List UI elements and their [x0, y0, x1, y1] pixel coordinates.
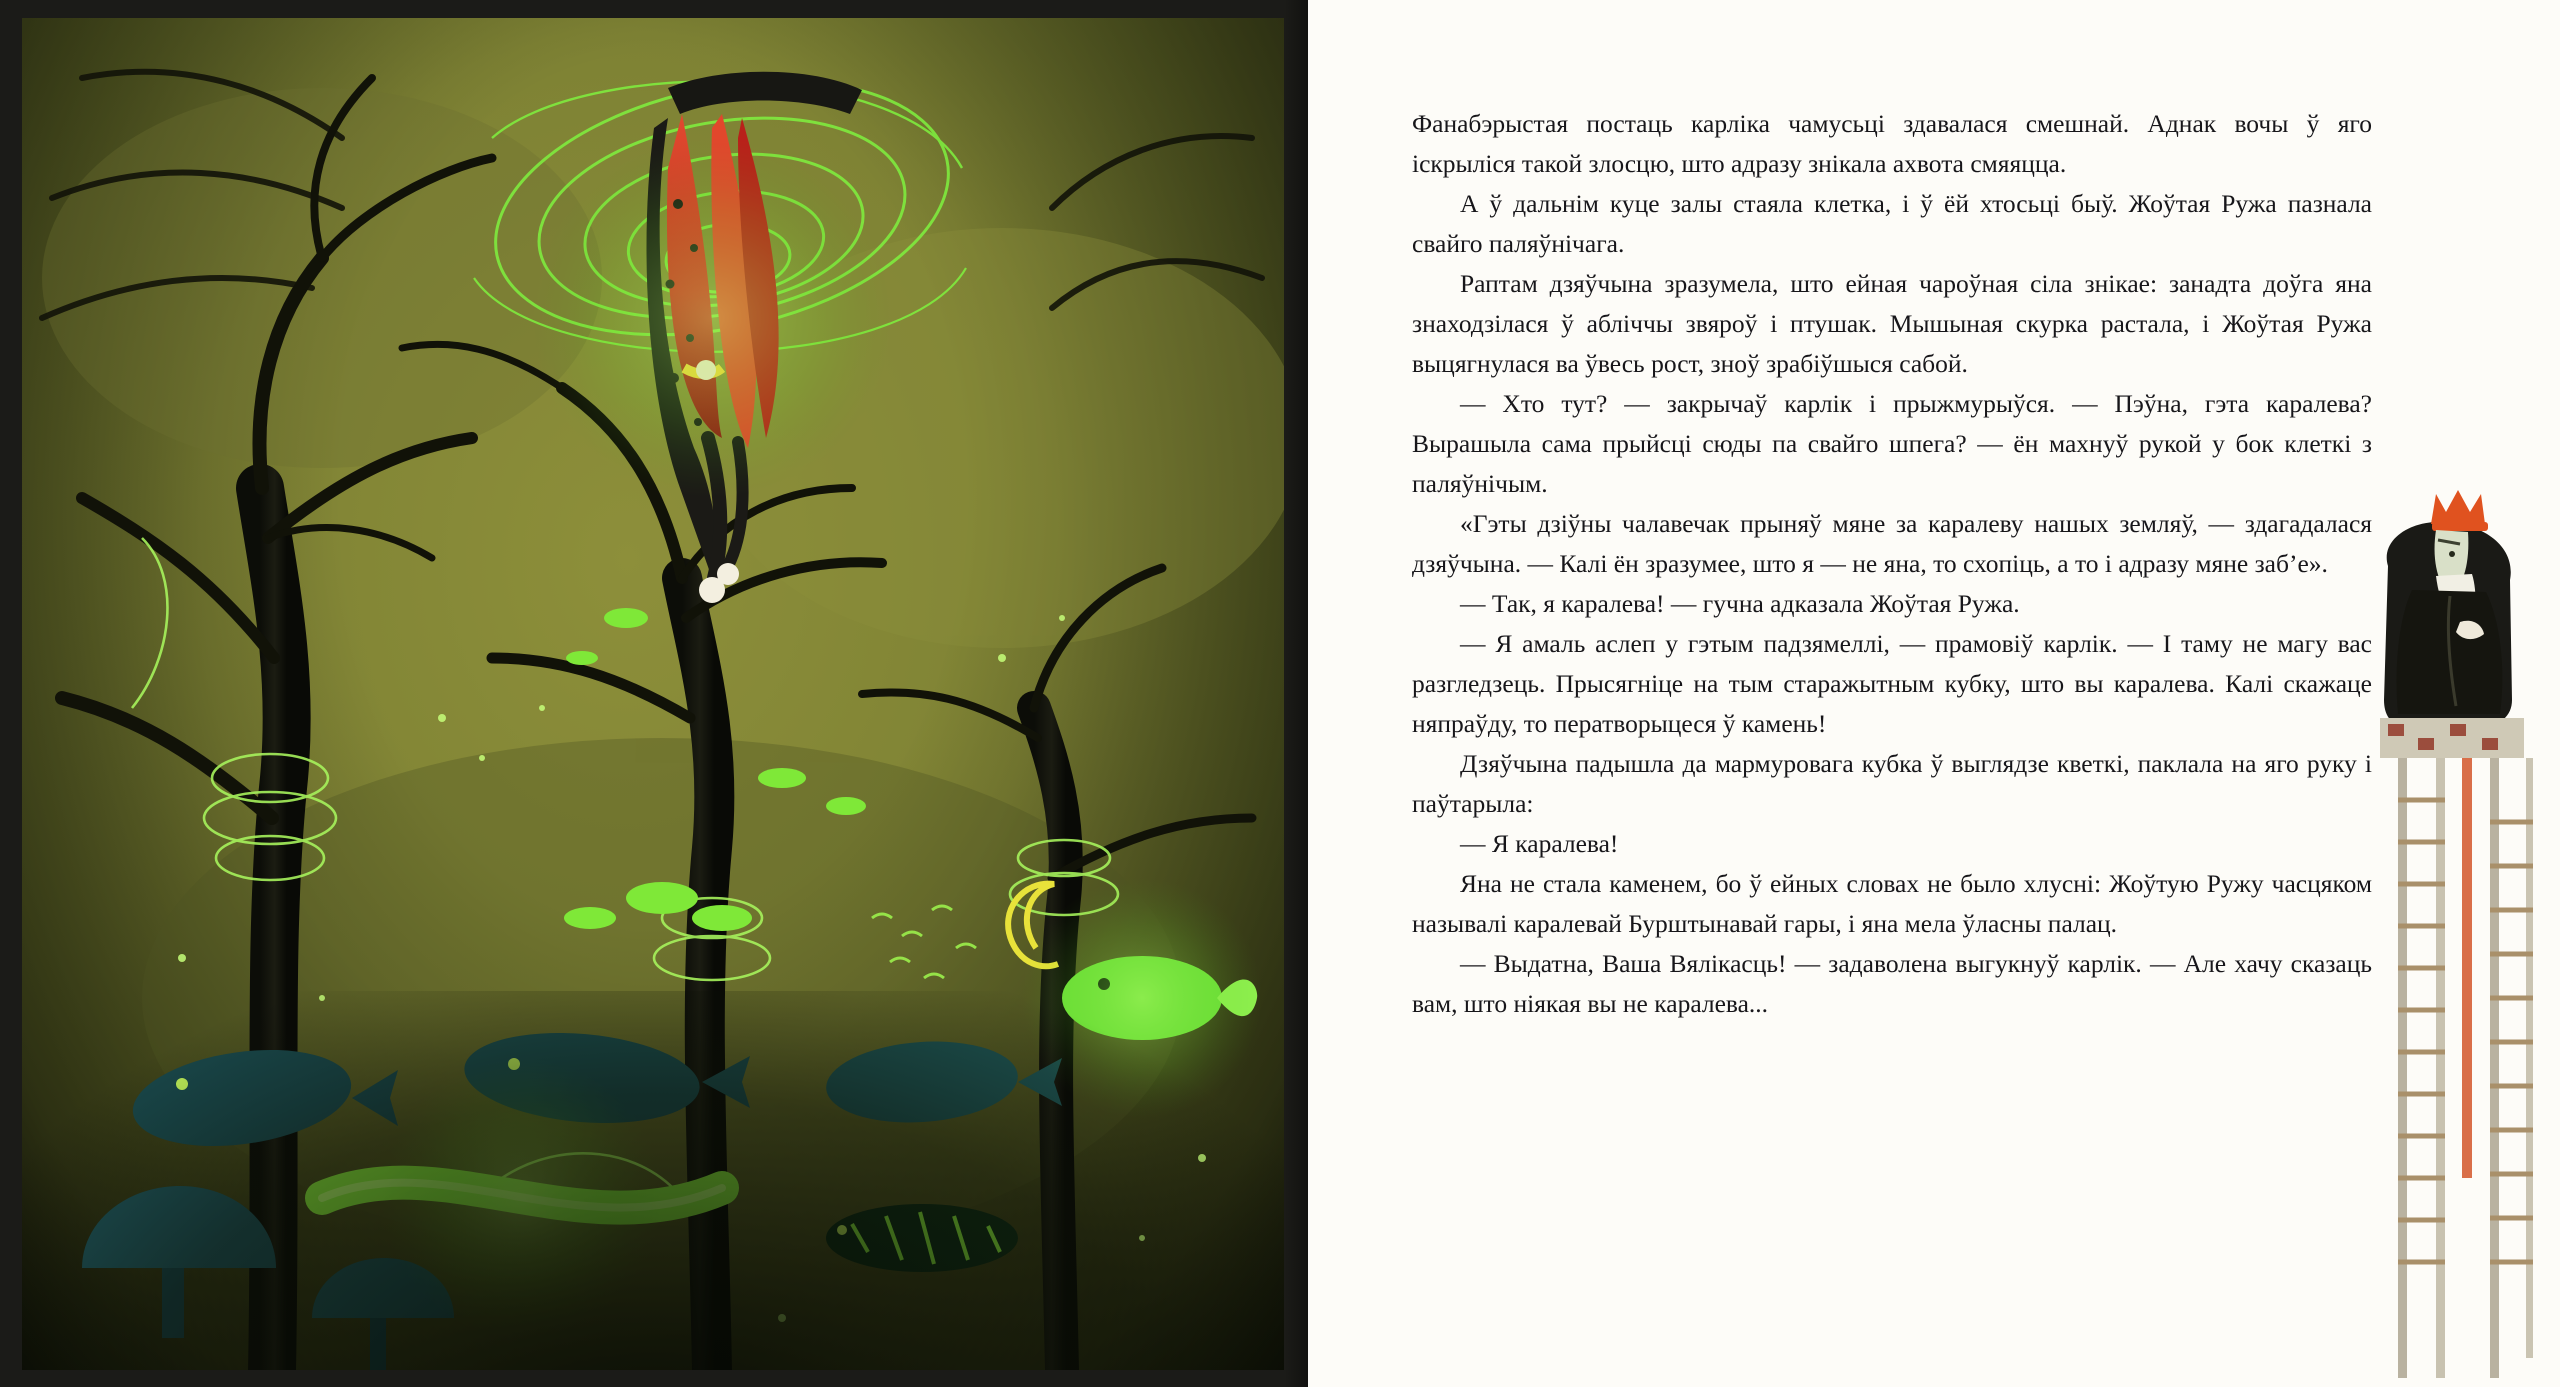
illustration-artwork	[22, 18, 1284, 1370]
paragraph: — Так, я каралева! — гучна адказала Жоўтая Ружа.	[1460, 589, 2020, 618]
king-on-throne-artwork	[2340, 470, 2560, 1387]
paragraph: Фанабэрыстая постаць карліка чамусьці здавалася смешнай. Аднак вочы ў яго іскрыліся такой злосцю, што адразу знікала ахвота смяяцца.	[1412, 109, 2372, 178]
right-page	[1308, 0, 2560, 1387]
paragraph: Раптам дзяўчына зразумела, што ейная чароўная сіла знікае: занадта доўга яна знаходзілася ў абліччы звяроў і птушак. Мышыная скурка растала, і Жоўтая Ружа выцягнулася ва ўвесь рост, зноў зрабіўшыся сабой.	[1412, 269, 2372, 378]
paragraph: «Гэты дзіўны чалавечак прыняў мяне за каралеву нашых земляў, — здагадалася дзяўчына. — Калі ён зразумее, што я — не яна, то схопіць, а то і адразу мяне заб’е».	[1412, 509, 2372, 578]
paragraph: — Я амаль аслеп у гэтым падзямеллі, — прамовіў карлік. — І таму не магу вас разгледзець. Прысягніце на тым старажытным кубку, што вы каралева. Калі скажаце няпраўду, то ператворыцеся ў камень!	[1412, 629, 2372, 738]
paragraph: — Выдатна, Ваша Вялікасць! — задаволена выгукнуў карлік. — Але хачу сказаць вам, што ніякая вы не каралева...	[1412, 949, 2372, 1018]
body-text	[1412, 104, 2372, 1024]
page-edge-shadow	[1284, 0, 1308, 1387]
paragraph: — Хто тут? — закрычаў карлік і прыжмурыўся. — Пэўна, гэта каралева? Вырашыла сама прыйсці сюды па свайго шпега? — ён махнуў рукой у бок клеткі з паляўнічым.	[1412, 389, 2372, 498]
paragraph: Яна не стала каменем, бо ў ейных словах не было хлусні: Жоўтую Ружу часцяком называлі каралевай Бурштынавай гары, і яна мела ўласны палац.	[1412, 869, 2372, 938]
paragraph: А ў дальнім куце залы стаяла клетка, і ў ёй хтосьці быў. Жоўтая Ружа пазнала свайго паляўнічага.	[1412, 189, 2372, 258]
paragraph: Дзяўчына падышла да мармуровага кубка ў выглядзе кветкі, паклала на яго руку і паўтарыла:	[1412, 749, 2372, 818]
king-on-throne-illustration	[2340, 470, 2560, 1387]
underwater-forest-illustration	[22, 18, 1284, 1370]
paragraph: — Я каралева!	[1460, 829, 1619, 858]
